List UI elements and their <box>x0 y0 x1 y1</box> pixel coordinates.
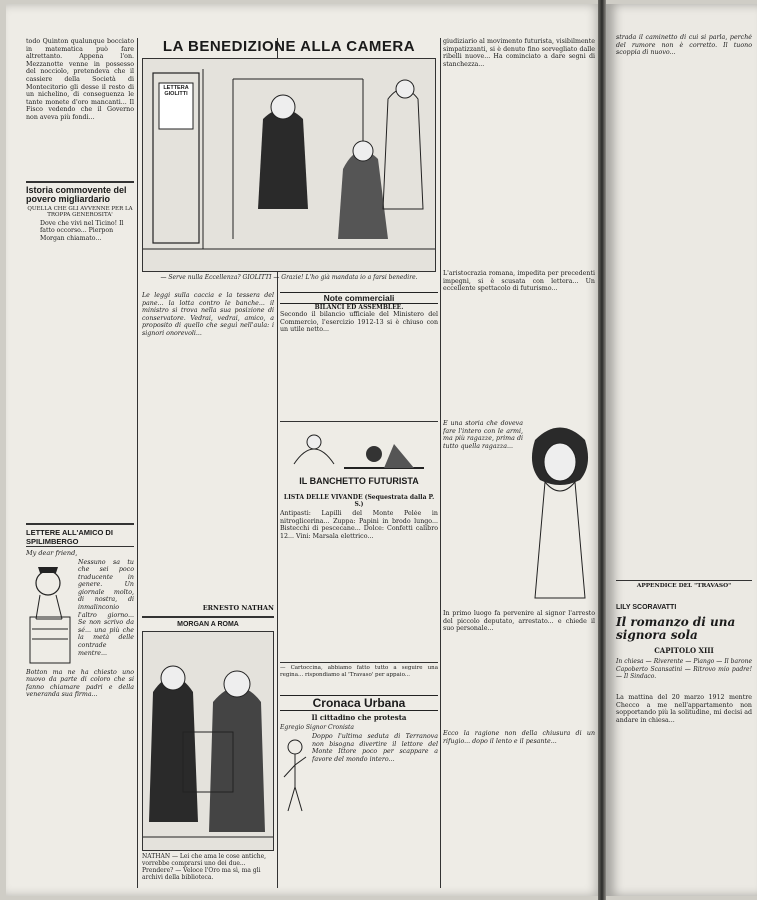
cartoon2-caption: NATHAN — Lei che ama le cose antiche, vorrebbe comprarsi uno dei due... Prendere? — Veloce l'Oro ma sì, ma gli archivi della biblioteca. <box>142 852 267 881</box>
column-4 <box>443 38 595 888</box>
headline: LA BENEDIZIONE ALLA CAMERA <box>162 38 416 55</box>
col4-mid-text: In primo luogo fa pervenire al signor l'arresto del piccolo deputato, arrestato... e chiede il suo personale... <box>443 610 595 633</box>
benedizione-cartoon <box>140 38 438 288</box>
poem-title: Istoria commovente del povero migliardario <box>26 185 127 204</box>
cronaca-title: Cronaca Urbana <box>280 695 438 711</box>
banquet-cartoon <box>280 421 438 492</box>
cronaca-body <box>280 733 438 833</box>
column-3 <box>280 292 438 888</box>
column-rule <box>137 38 138 888</box>
right-column-top <box>616 34 752 574</box>
col4-bottom-text: Ecco la ragione non della chiusura di un rifugio... dopo il lento e il pesante... <box>443 730 595 745</box>
right-page <box>606 4 757 896</box>
article-text: Le leggi sulla caccia e la tessera del pane... la lotta contro le banche... il ministro si trova nella sua posizione di conservatore. Vedrai, vedrai, amico, a proposito di quello che seguì nell'aula: i signori onorevoli... <box>142 292 274 337</box>
right-column-text: strada il caminetto di cui si parla, perché del rumore non è corretto. Il tuono scoppia di nuovo... <box>616 34 752 57</box>
column-1 <box>26 38 134 888</box>
cronaca-text: Doppo l'ultima seduta di Terranova non bisogna divertire il lettore del Monte Ittore poco per scappare a favore del mondo intero... <box>312 733 438 763</box>
letter-body: Botton ma ne ha chiesto uno nuovo da parte di coloro che si fanno chiamare padri e della veneranda sua firma... <box>26 668 134 699</box>
aristocracy-text: L'aristocrazia romana, impedita per precedenti impegni, si è scusata con lettera... Un eccellente spettacolo di futurismo... <box>443 270 595 293</box>
portrait-block <box>443 420 595 610</box>
novel-author: LILY SCORAVATTI <box>616 604 677 611</box>
cartoon-frame <box>142 58 436 272</box>
morgan-cartoon-frame <box>142 631 274 851</box>
cronaca-author: Egregio Signor Cronista <box>280 724 354 731</box>
notes-subtitle: BILANCI ED ASSEMBLEE. <box>314 304 404 311</box>
notes-text: Secondo il bilancio ufficiale del Ministero del Commercio, l'esercizio 1912-13 si è chiuso con un utile netto... <box>280 311 438 334</box>
lady-portrait-icon <box>525 420 595 600</box>
writer-cartoon-icon <box>26 559 76 669</box>
banquet-title: IL BANCHETTO FUTURISTA <box>299 476 419 486</box>
cartoon-salutation: My dear friend, <box>26 548 78 557</box>
intro-text: todo Quinton qualunque bocciato in matematica può fare altrettanto. Appena l'on. Mezzanotte venne in possesso del nocciolo, pretendeva che il cassiere della Società di Montecitorio gli desse il resto di un nichelino, di conseguenza le tante monete d'oro mancanti... Il Fisco vedendo che il Governo non aveva più fondi... <box>26 38 134 121</box>
book-gutter <box>598 0 606 900</box>
morgan-scene-icon <box>143 632 273 850</box>
banquet-illustration-icon <box>284 424 434 478</box>
letter-text: Nessuno sa tu che sei poco traducente in genere. Un giornale molto, di nostra, di inmalinconio l'altro giorno... Se non scrivo da sé... una più che la metà delle contrade mentre... <box>78 558 134 657</box>
cartoon2-title: MORGAN A ROMA <box>177 620 239 628</box>
chapter-summary: In chiesa — Riverente — Piango — Il barone Capoberto Scansatini — Ritrovo mio padre! — Il Sindaco. <box>616 658 752 681</box>
divider <box>26 523 134 525</box>
protester-figure-icon <box>280 735 310 815</box>
divider <box>26 181 134 183</box>
signature: ERNESTO NATHAN <box>202 604 274 612</box>
column-rule <box>440 38 441 888</box>
column-2 <box>142 292 274 888</box>
banquet-text: Antipasti: Lapilli del Monte Pelée in nitroglicerina... Zuppa: Papini in brodo lungo... Bistecchi di pescecane... Dolce: Confetti calibro 12... Vini: Marsala elettrico... <box>280 510 438 540</box>
portrait-caption: E una storia che doveva fare l'intero con le armi, ma più ragazze, prima di tutto quella ragazza... <box>443 420 523 450</box>
poem-lines: Dove che vivi nel Ticino! Il fatto occorso... Pierpon Morgan chiamato... <box>40 220 124 242</box>
divider <box>142 616 274 618</box>
divider <box>280 662 438 663</box>
poem-dedication: QUELLA CHE GLI AVVENNE PER LA TROPPA GENEROSITA' <box>27 206 133 218</box>
appendix-label: APPENDICE DEL "TRAVASO" <box>616 580 752 589</box>
cartoon-caption: — Serve nulla Eccellenza? GIOLITTI — Grazie! L'ho già mandata io a farsi benedire. <box>160 274 418 281</box>
notes-title: Note commerciali <box>280 292 438 304</box>
chapter-label: CAPITOLO XIII <box>654 646 714 655</box>
novel-body: La mattina del 20 marzo 1912 mentre Checco a me nell'appartamento non sopportando più la solitudine, mi decisi ad andare in chiesa... <box>616 694 752 724</box>
sign-label: LETTERA GIOLITTI <box>163 85 189 97</box>
novel-title: Il romanzo di una signora sola <box>616 615 736 642</box>
cartoon-title: LETTERE ALL'AMICO DI SPILIMBERGO <box>26 528 134 547</box>
illustration-writer <box>26 559 134 669</box>
banquet-subtitle: LISTA DELLE VIVANDE (Sequestrata dalla P. S.) <box>283 494 435 508</box>
left-page <box>6 4 602 896</box>
col4-top-text: giudiziario al movimento futurista, visibilmente simpatizzanti, si è denuto fino sorvegliato dalle ribelli nuove... Ha cominciato a dare segni di stanchezza... <box>443 38 595 68</box>
cronaca-subtitle: Il cittadino che protesta <box>311 713 407 722</box>
ad-text: — Cartoccina, abbiamo fatto tutto a seguire una regina... rispondiamo al 'Travaso' per appaio... <box>280 665 438 678</box>
